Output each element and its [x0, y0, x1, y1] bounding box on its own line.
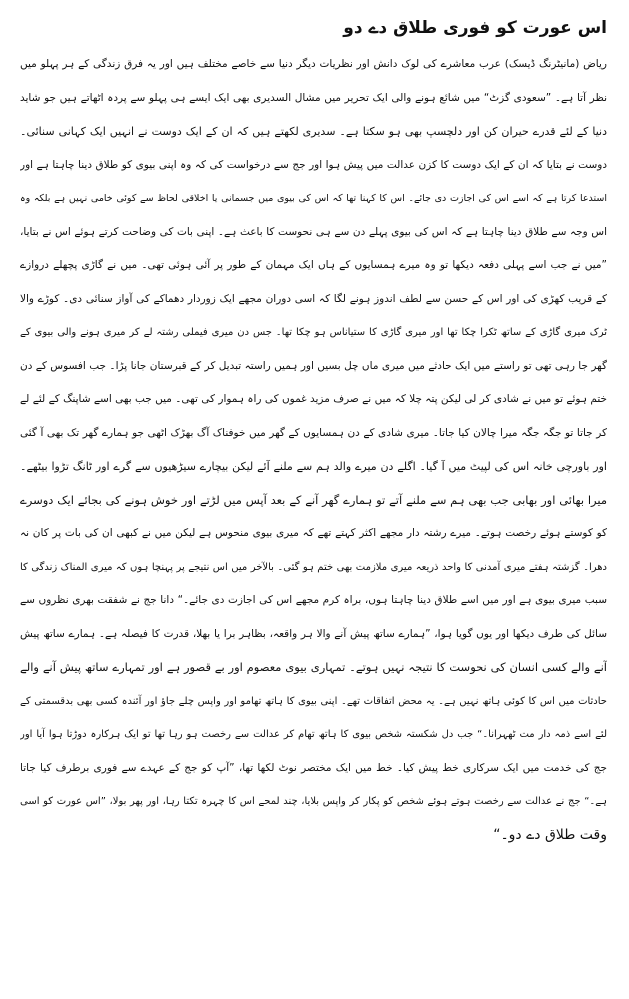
body-line: کے قریب کھڑی کی اور اس کے حسن سے لطف اندوز ہونے لگا کہ اسی دوران مجھے ایک زوردار دھماکے کی آواز سنائی دی۔ کوڑے والا	[20, 292, 607, 305]
body-line: لئے اسے ذمہ دار مت ٹھہرانا۔“ جب دل شکستہ شخص بیوی کا ہاتھ تھام کر عدالت سے رخصت ہو رہا تھا تو ایک ہرکارہ دوڑتا ہوا آیا اور	[20, 729, 607, 740]
body-line: اور باورچی خانہ اس کی لپیٹ میں آ گیا۔ اگلے دن میرے والد ہم سے ملنے آئے لیکن بیچارے سیڑھیوں سے گرے اور ٹانگ تڑوا بیٹھے۔	[20, 460, 607, 473]
body-line: استدعا کرتا ہے کہ اسے اس کی اجازت دی جائے۔ اس کا کہنا تھا کہ اس کی بیوی میں جسمانی یا اخلاقی لحاظ سے کوئی خامی نہیں ہے بلکہ وہ	[20, 193, 607, 204]
body-line: سبب میری بیوی ہے اور میں اسے طلاق دینا چاہتا ہوں، براہ کرم مجھے اس کی اجازت دی جائے۔“ دانا جج نے شفقت بھری نظروں سے	[20, 594, 607, 606]
body-line: دنیا کے لئے قدرے حیران کن اور دلچسپ بھی ہو سکتا ہے۔ سدیری لکھتے ہیں کہ ان کے ایک دوست نے انہیں ایک کہانی سنائی۔	[20, 125, 607, 138]
body-line: دوست نے بتایا کہ ان کے ایک دوست کا کزن عدالت میں پیش ہوا اور جج سے درخواست کی کہ وہ اپنی بیوی کو طلاق دینا چاہتا ہے اور	[20, 158, 607, 171]
body-line: نظر آتا ہے۔ ”سعودی گزٹ“ میں شائع ہونے والی ایک تحریر میں مشال السدیری بھی ایک ایسے ہی پہلو سے پردہ اٹھاتے ہیں جو شاید	[20, 91, 607, 104]
body-line: کر جاتا تو جگہ جگہ میرا چالان کیا جاتا۔ میری شادی کے دن ہمسایوں کے گھر میں خوفناک آگ بھڑک اٹھی جو ہمارے گھر تک بھی آ گئی	[20, 426, 607, 439]
body-line: میرا بھائی اور بھابی جب بھی ہم سے ملنے آتے تو ہمارے گھر آنے کے بعد آپس میں لڑتے اور خوش ہونے کی بجائے ایک دوسرے	[20, 492, 607, 507]
body-line: سائل کی طرف دیکھا اور یوں گویا ہوا، ”ہمارے ساتھ پیش آنے والا ہر واقعہ، بظاہر برا یا بھلا، قدرت کا فیصلہ ہے۔ ہمارے ساتھ پیش	[20, 627, 607, 640]
body-line: ریاض (مانیٹرنگ ڈیسک) عرب معاشرے کی لوک دانش اور نظریات دیگر دنیا سے خاصے مختلف ہیں اور یہ فرق زندگی کے ہر پہلو میں	[20, 58, 607, 70]
body-line: ٹرک میری گاڑی کے ساتھ ٹکرا چکا تھا اور میری گاڑی کا ستیاناس ہو چکا تھا۔ جس دن میری فیملی رشتہ لے کر میری ہونے والی بیوی کے	[20, 327, 607, 338]
body-line: وقت طلاق دے دو۔“	[493, 826, 607, 843]
body-line: دھرا۔ گزشتہ ہفتے میری آمدنی کا واحد ذریعہ میری ملازمت بھی ختم ہو گئی۔ بالآخر میں اس نتیجے پر پہنچا ہوں کہ میری المناک زندگی کا	[20, 561, 607, 573]
article-title: اس عورت کو فوری طلاق دے دو	[343, 18, 607, 38]
body-line: گھر جا رہی تھی تو راستے میں ایک حادثے میں میری ماں چل بسیں اور ہمیں راستہ تبدیل کر کے قبرستان جانا پڑا۔ جب افسوس کے دن	[20, 359, 607, 372]
body-line: ہے۔“ جج نے عدالت سے رخصت ہوتے ہوئے شخص کو پکار کر واپس بلایا، چند لمحے اس کا چہرہ تکتا رہا، اور پھر بولا، ”اس عورت کو اسی	[20, 796, 607, 807]
body-line: ”میں نے جب اسے پہلی دفعہ دیکھا تو وہ میرے ہمسایوں کے ہاں ایک مہمان کے طور پر آئی ہوئی تھی۔ میں نے گاڑی پچھلے دروازے	[20, 259, 607, 271]
article-body	[20, 48, 607, 852]
body-line: ختم ہوئے تو میں نے شادی کر لی لیکن پتہ چلا کہ میں نے صرف مزید غموں کی راہ ہموار کی تھی۔ میں جب بھی اسے شاپنگ کے لئے لے	[20, 393, 607, 405]
body-line: کو کوستے ہوئے رخصت ہوتے۔ میرے رشتہ دار مجھے اکثر کہتے تھے کہ میری بیوی منحوس ہے لیکن میں نے کبھی ان کی بات پر کان نہ	[20, 527, 607, 539]
body-line: اس وجہ سے طلاق دینا چاہتا ہے کہ اس کی بیوی پہلے دن سے ہی نحوست کا باعث ہے۔ اپنی بات کی وضاحت کرتے ہوئے اس نے بتایا،	[20, 225, 607, 238]
body-line: جج کی خدمت میں ایک سرکاری خط پیش کیا۔ خط میں ایک مختصر نوٹ لکھا تھا، ”آپ کو جج کے عہدے سے فوری برطرف کیا جاتا	[20, 761, 607, 774]
body-line: آنے والے کسی انسان کی نحوست کا نتیجہ نہیں ہوتے۔ تمہاری بیوی معصوم اور بے قصور ہے اور تمہارے ساتھ پیش آنے والے	[20, 660, 607, 674]
body-line: حادثات میں اس کا کوئی ہاتھ نہیں ہے۔ یہ محض اتفاقات تھے۔ اپنی بیوی کا ہاتھ تھامو اور واپس چلے جاؤ اور آئندہ کسی بھی بدقسمتی کے	[20, 695, 607, 707]
